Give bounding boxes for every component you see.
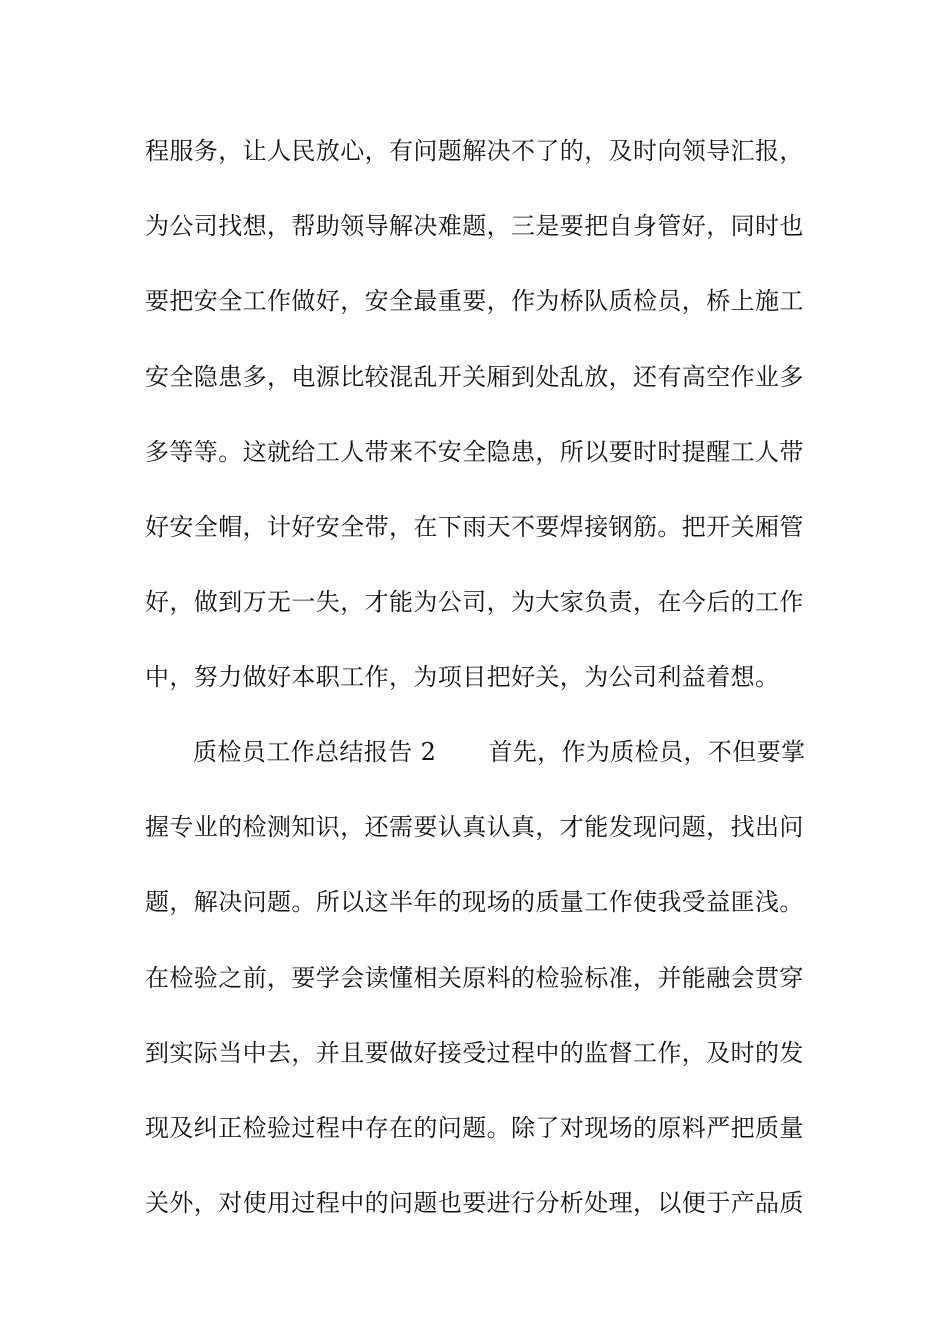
section-heading: 质检员工作总结报告 2: [193, 738, 437, 766]
paragraph-line: 程服务，让人民放心，有问题解决不了的，及时向领导汇报，: [145, 137, 804, 165]
paragraph-line: 要把安全工作做好，安全最重要，作为桥队质检员，桥上施工: [145, 287, 804, 315]
paragraph-line: 题，解决问题。所以这半年的现场的质量工作使我受益匪浅。: [145, 888, 804, 916]
paragraph-line: 为公司找想，帮助领导解决难题，三是要把自身管好，同时也: [145, 212, 804, 240]
paragraph-line: 关外，对使用过程中的问题也要进行分析处理，以便于产品质: [145, 1189, 804, 1217]
paragraph-line: 安全隐患多，电源比较混乱开关厢到处乱放，还有高空作业多: [145, 363, 804, 391]
paragraph-line: 在检验之前，要学会读懂相关原料的检验标准，并能融会贯穿: [145, 964, 804, 992]
section-first-line: [193, 736, 863, 768]
section-first-text: 首先，作为质检员，不但要掌: [488, 738, 806, 766]
paragraph-line: 好，做到万无一失，才能为公司，为大家负责，在今后的工作: [145, 588, 804, 616]
paragraph-line: 握专业的检测知识，还需要认真认真，才能发现问题，找出问: [145, 813, 804, 841]
paragraph-line: 好安全帽，计好安全带，在下雨天不要焊接钢筋。把开关厢管: [145, 513, 804, 541]
paragraph-line: 多等等。这就给工人带来不安全隐患，所以要时时提醒工人带: [145, 438, 804, 466]
paragraph-line: 现及纠正检验过程中存在的问题。除了对现场的原料严把质量: [145, 1114, 804, 1142]
paragraph-line: 到实际当中去，并且要做好接受过程中的监督工作，及时的发: [145, 1039, 804, 1067]
paragraph-line: 中，努力做好本职工作，为项目把好关，为公司利益着想。: [145, 663, 780, 691]
